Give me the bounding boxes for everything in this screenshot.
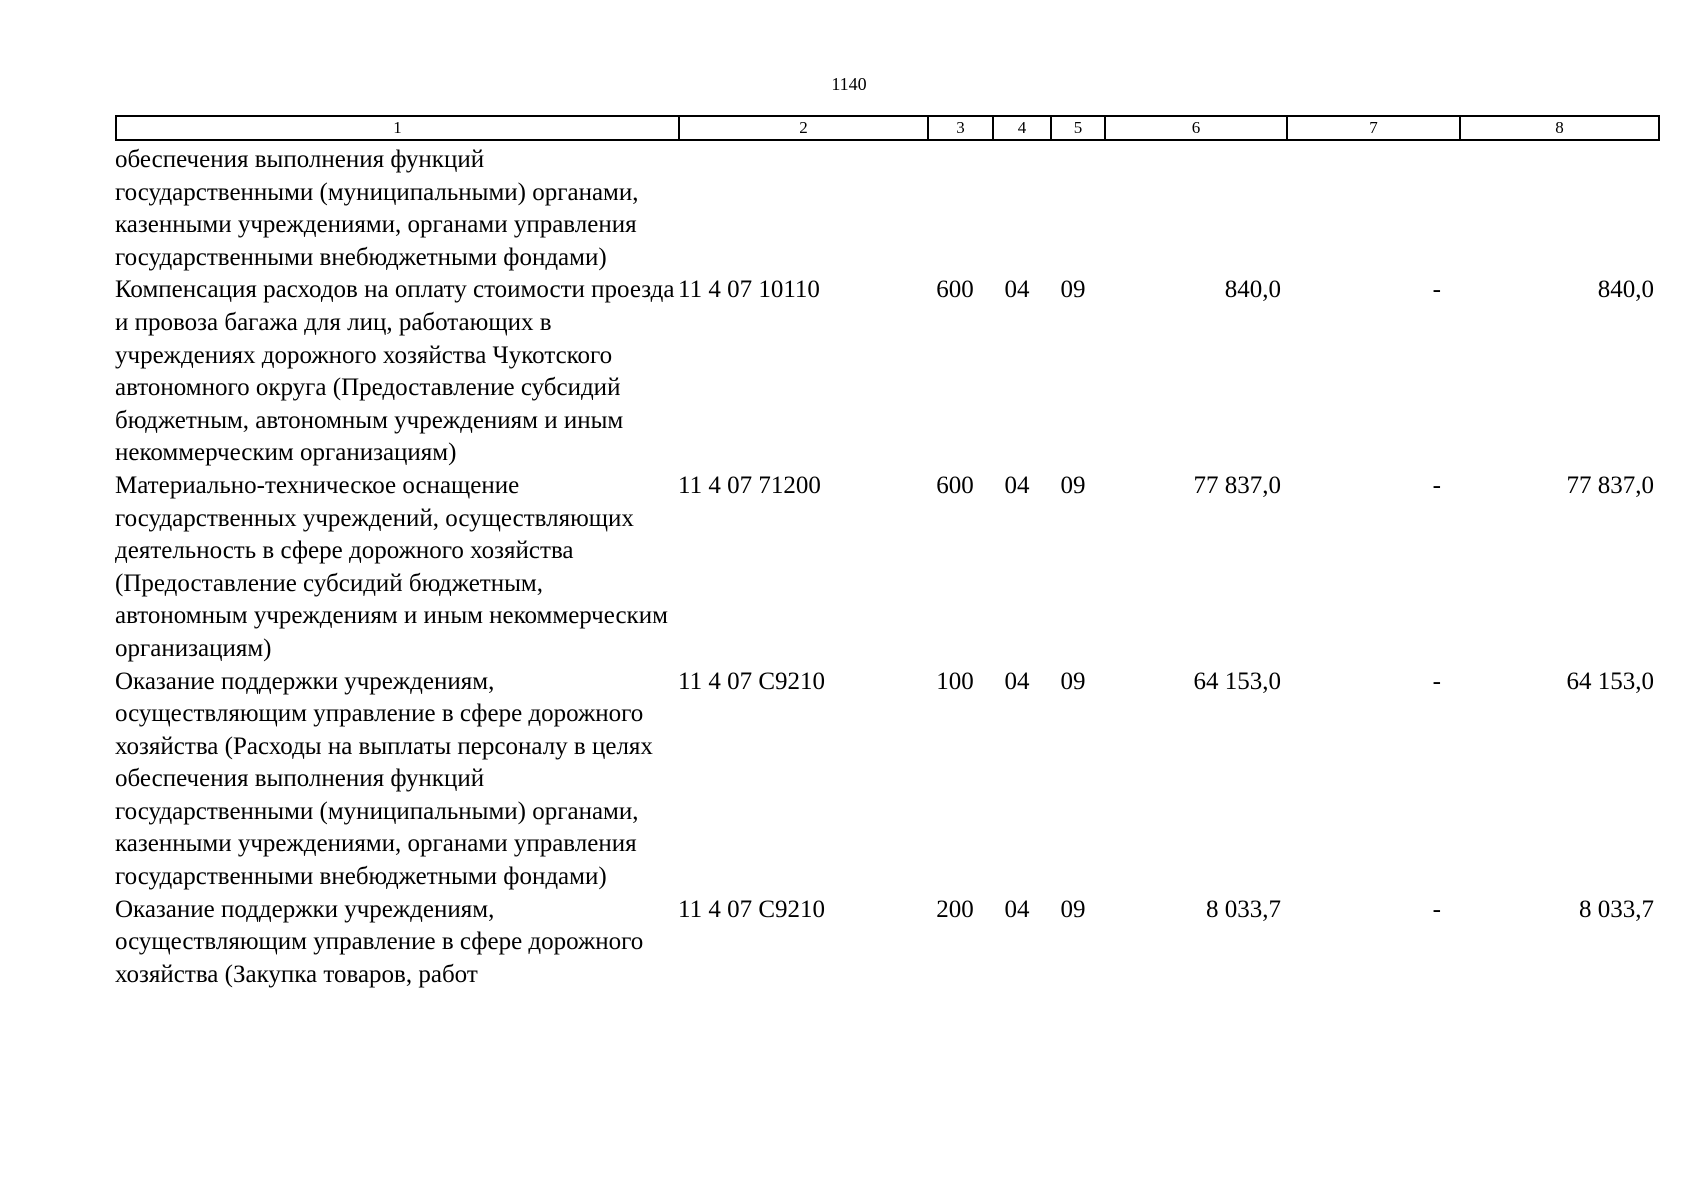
row-subsection: 09 bbox=[1060, 471, 1086, 499]
row-subsection: 09 bbox=[1060, 276, 1086, 304]
column-number-7: 7 bbox=[1287, 116, 1460, 140]
column-number-3: 3 bbox=[928, 116, 993, 140]
row-value-6: 77 837,0 bbox=[1193, 471, 1281, 499]
column-number-row bbox=[116, 116, 1659, 140]
row-value-6: 64 153,0 bbox=[1193, 667, 1281, 695]
row-value-8: 840,0 bbox=[1597, 276, 1654, 304]
row-value-7: - bbox=[1432, 471, 1441, 499]
row-description: Компенсация расходов на оплату стоимости проезда и провоза багажа для лиц, работающих в учреждениях дорожного хозяйства Чукотского автономного округа (Предоставление субсидий бюджетным, автономным учреждениям и иным некоммерческим организациям) bbox=[115, 276, 675, 467]
row-value-7: - bbox=[1432, 667, 1441, 695]
row-target-code: 11 4 07 С9210 bbox=[678, 895, 825, 923]
column-number-5: 5 bbox=[1051, 116, 1105, 140]
page-number: 1140 bbox=[831, 74, 867, 94]
row-value-6: 8 033,7 bbox=[1206, 895, 1281, 923]
row-expense-type: 200 bbox=[936, 895, 974, 923]
row-section: 04 bbox=[1004, 667, 1030, 695]
row-value-8: 8 033,7 bbox=[1579, 895, 1654, 923]
column-number-6: 6 bbox=[1105, 116, 1287, 140]
row-description: Оказание поддержки учреждениям, осуществляющим управление в сфере дорожного хозяйства (Расходы на выплаты персоналу в целях обеспечения выполнения функций государственными (муниципальными) органами, казенными учреждениями, органами управления государственными внебюджетными фондами) bbox=[115, 667, 653, 891]
row-target-code: 11 4 07 10110 bbox=[678, 276, 820, 304]
row-expense-type: 100 bbox=[936, 667, 974, 695]
row-value-7: - bbox=[1432, 895, 1441, 923]
column-number-4: 4 bbox=[993, 116, 1051, 140]
table-row bbox=[115, 470, 1658, 666]
column-number-8: 8 bbox=[1460, 116, 1659, 140]
row-section: 04 bbox=[1004, 471, 1030, 499]
row-value-8: 77 837,0 bbox=[1566, 471, 1654, 499]
row-value-7: - bbox=[1432, 276, 1441, 304]
row-description: обеспечения выполнения функций государственными (муниципальными) органами, казенными учреждениями, органами управления государственными внебюджетными фондами) bbox=[115, 146, 639, 271]
row-expense-type: 600 bbox=[936, 471, 974, 499]
table-row bbox=[115, 274, 1658, 470]
row-description: Оказание поддержки учреждениям, осуществляющим управление в сфере дорожного хозяйства (Закупка товаров, работ bbox=[115, 895, 644, 988]
column-number-1: 1 bbox=[116, 116, 679, 140]
row-target-code: 11 4 07 71200 bbox=[678, 471, 821, 499]
column-header-table bbox=[115, 115, 1660, 141]
row-subsection: 09 bbox=[1060, 895, 1086, 923]
column-number-2: 2 bbox=[679, 116, 928, 140]
table-row bbox=[115, 666, 1658, 894]
row-value-6: 840,0 bbox=[1224, 276, 1281, 304]
row-value-8: 64 153,0 bbox=[1566, 667, 1654, 695]
row-expense-type: 600 bbox=[936, 276, 974, 304]
table-row bbox=[115, 144, 1658, 274]
table-body bbox=[115, 144, 1658, 991]
table-row bbox=[115, 894, 1658, 992]
row-target-code: 11 4 07 С9210 bbox=[678, 667, 825, 695]
row-section: 04 bbox=[1004, 276, 1030, 304]
row-subsection: 09 bbox=[1060, 667, 1086, 695]
row-section: 04 bbox=[1004, 895, 1030, 923]
row-description: Материально-техническое оснащение государственных учреждений, осуществляющих деятельность в сфере дорожного хозяйства (Предоставление субсидий бюджетным, автономным учреждениям и иным некоммерческим организациям) bbox=[115, 471, 668, 662]
